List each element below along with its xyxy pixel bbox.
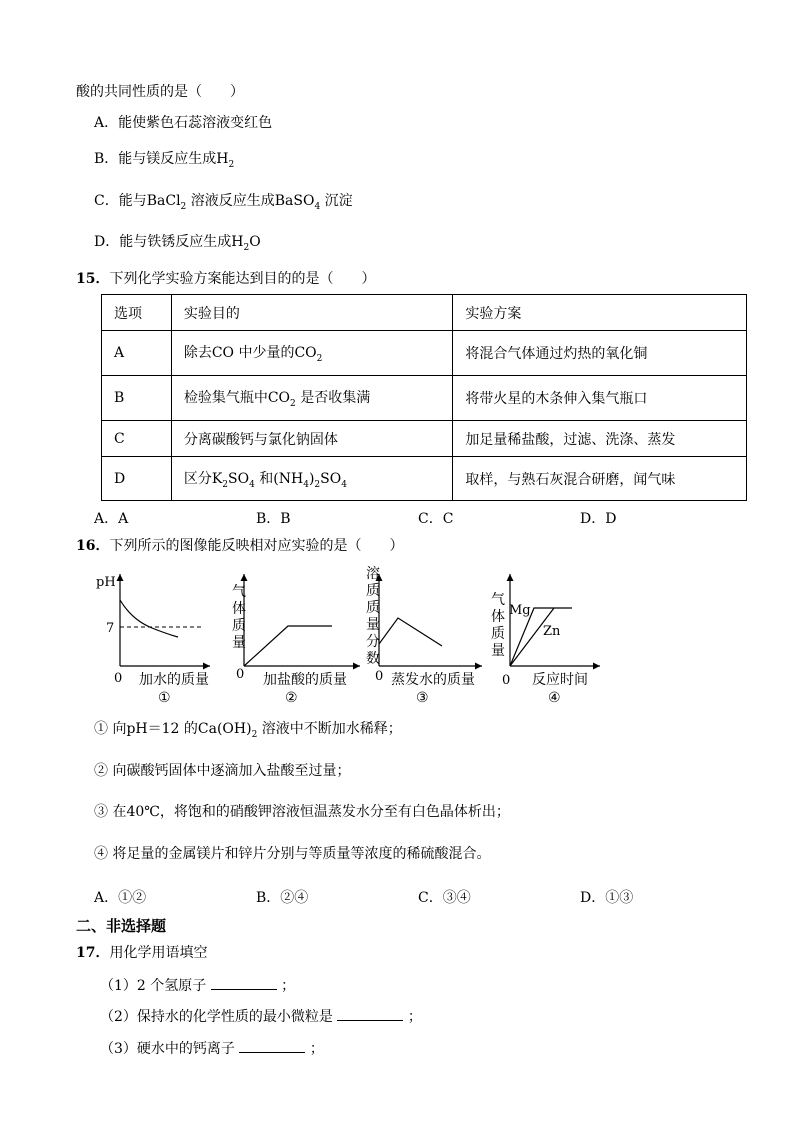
graph4-ylabel-3: 质 xyxy=(491,626,505,642)
table-cell-goal xyxy=(171,457,453,501)
q14-option-c xyxy=(94,192,353,216)
subscript: 4 xyxy=(303,479,309,490)
goal-text: ) xyxy=(308,470,315,487)
option-text-tail: 沉淀 xyxy=(320,193,353,209)
graph-4 xyxy=(491,574,600,706)
q15-answer-a: A．A xyxy=(94,511,129,527)
graph1-ylabel: pH xyxy=(96,575,116,590)
option-text-mid: 溶液反应生成BaSO xyxy=(186,193,315,209)
table-row xyxy=(102,421,747,457)
table-cell-goal: 分离碳酸钙与氯化钠固体 xyxy=(171,421,453,457)
goal-text: 区分K xyxy=(183,470,223,487)
goal-text: 和(NH xyxy=(254,470,304,487)
subscript: 2 xyxy=(222,479,229,490)
table-cell-method: 将混合气体通过灼热的氧化铜 xyxy=(453,331,747,376)
subscript: 2 xyxy=(243,242,250,253)
graph3-ylabel-6: 数 xyxy=(366,651,380,667)
graph3-ylabel-1: 溶 xyxy=(366,566,380,582)
option-letter: B． xyxy=(94,151,119,167)
subscript: 2 xyxy=(316,353,323,364)
table-cell-method: 取样，与熟石灰混合研磨，闻气味 xyxy=(453,457,747,501)
option-text: 能与铁锈反应生成H xyxy=(119,234,244,250)
goal-text: 检验集气瓶中CO xyxy=(183,390,291,407)
graph2-xlabel: 加盐酸的质量 xyxy=(263,672,347,688)
graph-1 xyxy=(96,574,210,706)
graph4-ylabel-2: 体 xyxy=(491,609,505,625)
graph1-mark: 7 xyxy=(106,621,115,636)
graph3-origin: 0 xyxy=(375,669,384,684)
table-cell-option: C xyxy=(102,421,172,457)
graph4-index: ④ xyxy=(548,690,561,706)
goal-text-tail: 是否收集满 xyxy=(295,390,371,407)
table-row xyxy=(102,457,747,501)
q15-answer-c: C．C xyxy=(418,511,454,527)
table-row xyxy=(102,376,747,421)
graph2-origin: 0 xyxy=(236,667,245,682)
option-letter: C． xyxy=(94,193,119,209)
graph3-index: ③ xyxy=(416,690,429,706)
graph2-ylabel-1: 气 xyxy=(232,584,246,600)
question-number: 17． xyxy=(76,945,110,961)
graph1-index: ① xyxy=(158,690,171,706)
graph4-origin: 0 xyxy=(502,673,511,688)
q14-option-b xyxy=(94,150,234,174)
graph4-label-zn: Zn xyxy=(543,624,561,639)
q16-statement-2: ② 向碳酸钙固体中逐滴加入盐酸至过量； xyxy=(94,763,351,779)
answer-blank[interactable] xyxy=(239,1038,305,1053)
item-label: （2）保持水的化学性质的最小微粒是 xyxy=(100,1009,333,1025)
q15-table xyxy=(101,294,747,501)
q16-statement-1 xyxy=(94,720,402,744)
graph-2 xyxy=(232,574,360,706)
q16-answer-a: A．①② xyxy=(94,890,147,906)
table-cell-goal xyxy=(171,331,453,376)
subscript: 2 xyxy=(251,729,258,740)
table-cell-goal xyxy=(171,376,453,421)
graph3-ylabel-5: 分 xyxy=(366,634,380,650)
subscript: 2 xyxy=(314,479,321,490)
subscript: 2 xyxy=(290,398,296,409)
table-header: 实验目的 xyxy=(171,295,453,331)
graph3-ylabel-2: 质 xyxy=(366,583,380,599)
subscript: 4 xyxy=(249,479,255,490)
item-end: ； xyxy=(281,978,296,994)
graph3-xlabel: 蒸发水的质量 xyxy=(391,672,475,688)
graph1-origin: 0 xyxy=(114,671,123,686)
goal-text: SO xyxy=(320,470,342,487)
q17-stem xyxy=(76,944,207,962)
q14-stem: 酸的共同性质的是（ ） xyxy=(76,84,244,100)
option-text: 能使紫色石蕊溶液变红色 xyxy=(118,115,273,131)
item-end: ； xyxy=(309,1041,324,1057)
table-cell-method: 将带火星的木条伸入集气瓶口 xyxy=(453,376,747,421)
graph1-xlabel: 加水的质量 xyxy=(139,672,209,688)
q15-stem xyxy=(76,270,375,288)
answer-blank[interactable] xyxy=(211,975,277,990)
option-letter: A． xyxy=(94,115,119,131)
subscript: 2 xyxy=(228,159,235,170)
option-text: 能与镁反应生成H xyxy=(118,151,229,167)
q17-item-3 xyxy=(100,1038,324,1058)
graph4-label-mg: Mg xyxy=(509,603,531,618)
option-text-tail: O xyxy=(249,234,261,250)
table-header: 实验方案 xyxy=(453,295,747,331)
q15-answer-d: D．D xyxy=(580,511,617,527)
question-number: 15． xyxy=(76,271,110,287)
item-label: （1）2 个氢原子 xyxy=(100,978,207,994)
goal-text: SO xyxy=(228,470,250,487)
q14-option-d xyxy=(94,233,261,257)
graph3-ylabel-3: 质 xyxy=(366,600,380,616)
q17-item-1 xyxy=(100,975,295,995)
subscript: 4 xyxy=(314,201,321,212)
graph2-index: ② xyxy=(285,690,298,706)
graph4-ylabel-4: 量 xyxy=(491,643,505,659)
table-cell-option: A xyxy=(102,331,172,376)
question-text: 下列化学实验方案能达到目的的是（ ） xyxy=(109,271,376,287)
q16-statement-3: ③ 在40℃，将饱和的硝酸钾溶液恒温蒸发水分至有白色晶体析出； xyxy=(94,804,510,820)
q16-answer-c: C．③④ xyxy=(418,890,471,906)
graph2-ylabel-4: 量 xyxy=(232,635,246,651)
q16-statement-4: ④ 将足量的金属镁片和锌片分别与等质量等浓度的稀硫酸混合。 xyxy=(94,846,491,862)
goal-text: 除去CO 中少量的CO xyxy=(183,345,317,362)
table-cell-option: B xyxy=(102,376,172,421)
q16-answer-d: D．①③ xyxy=(580,890,634,906)
statement-text: ① 向pH＝12 的Ca(OH) xyxy=(94,721,252,737)
statement-text-tail: 溶液中不断加水稀释； xyxy=(257,721,402,737)
table-header-row xyxy=(102,295,747,331)
table-row xyxy=(102,331,747,376)
q16-graphs xyxy=(92,562,612,710)
question-text: 用化学用语填空 xyxy=(109,945,208,961)
q17-item-2 xyxy=(100,1006,422,1026)
q14-option-a xyxy=(94,114,272,132)
table-cell-method: 加足量稀盐酸，过滤、洗涤、蒸发 xyxy=(453,421,747,457)
graph4-ylabel-1: 气 xyxy=(491,592,505,608)
option-text: 能与BaCl xyxy=(118,193,181,209)
item-label: （3）硬水中的钙离子 xyxy=(100,1041,235,1057)
q15-answer-b: B．B xyxy=(256,511,291,527)
answer-blank[interactable] xyxy=(337,1006,403,1021)
graph2-ylabel-2: 体 xyxy=(232,601,246,617)
question-text: 下列所示的图像能反映相对应实验的是（ ） xyxy=(109,538,404,554)
graph-3 xyxy=(366,565,482,706)
graph2-ylabel-3: 质 xyxy=(232,618,246,634)
subscript: 4 xyxy=(341,479,347,490)
graph4-xlabel: 反应时间 xyxy=(532,672,588,688)
graph3-ylabel-4: 量 xyxy=(366,617,380,633)
question-number: 16． xyxy=(76,538,110,554)
option-letter: D． xyxy=(94,234,120,250)
table-header: 选项 xyxy=(102,295,172,331)
item-end: ； xyxy=(407,1009,422,1025)
subscript: 2 xyxy=(180,201,187,212)
q16-answer-b: B．②④ xyxy=(256,890,309,906)
section-title: 二、非选择题 xyxy=(76,917,167,935)
q16-stem xyxy=(76,537,403,555)
table-cell-option: D xyxy=(102,457,172,501)
